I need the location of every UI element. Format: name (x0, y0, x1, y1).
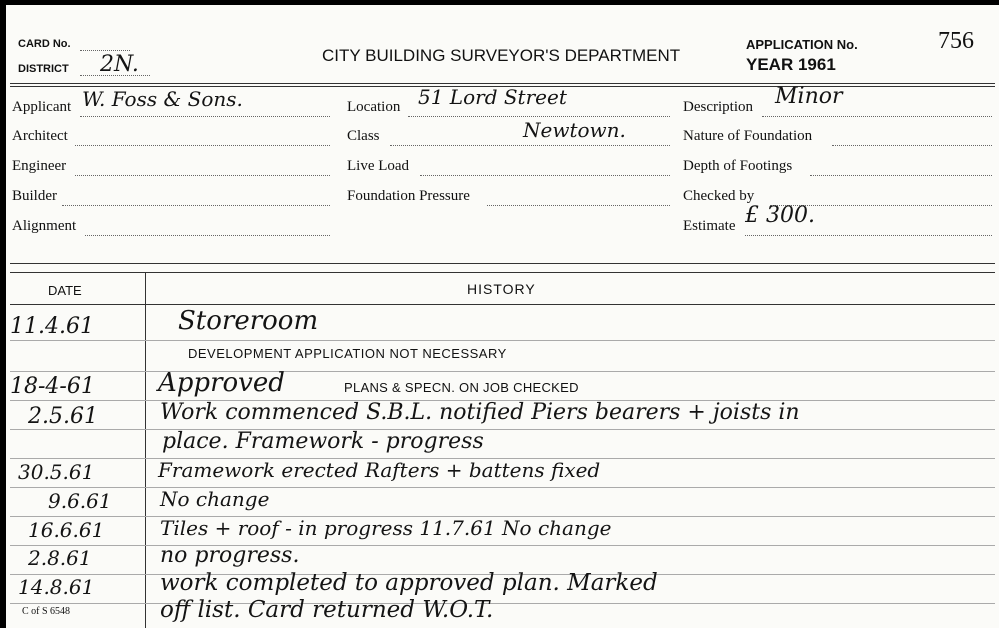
location-line (408, 116, 670, 117)
entry-date: 30.5.61 (18, 460, 95, 484)
builder-line (62, 205, 330, 206)
applicant-label: Applicant (12, 99, 72, 115)
form-code: C of S 6548 (22, 606, 71, 617)
description-line (762, 116, 992, 117)
entry-text: Framework erected Rafters + battens fixed (158, 458, 601, 482)
depth-footings-label: Depth of Footings (683, 158, 793, 174)
history-header-rule (10, 304, 995, 305)
live-load-line (420, 175, 670, 176)
foundation-pressure-line (487, 205, 670, 206)
year-label: YEAR 1961 (746, 55, 836, 74)
location-value: 51 Lord Street (418, 85, 567, 109)
entry-date: 2.5.61 (28, 404, 98, 429)
alignment-line (85, 235, 330, 236)
row-rule (10, 340, 995, 341)
live-load-label: Live Load (347, 158, 410, 174)
entry-date: 18-4-61 (10, 374, 95, 399)
entry-text: No change (160, 487, 270, 511)
history-top-rule (10, 272, 995, 273)
class-label: Class (347, 128, 380, 144)
date-column-header: DATE (48, 283, 82, 298)
description-value: Minor (775, 84, 843, 109)
entry-stamp: PLANS & SPECN. ON JOB CHECKED (344, 380, 579, 395)
entry-date: 9.6.61 (48, 489, 112, 513)
location-label: Location (347, 99, 401, 115)
entry-text: Work commenced S.B.L. notified Piers bearers + joists in (160, 400, 800, 425)
engineer-line (75, 175, 330, 176)
foundation-pressure-label: Foundation Pressure (347, 188, 470, 204)
entry-text: work completed to approved plan. Marked (160, 570, 658, 596)
architect-label: Architect (12, 128, 68, 144)
entry-text: Storeroom (178, 306, 319, 336)
estimate-label: Estimate (683, 218, 736, 234)
engineer-label: Engineer (12, 158, 67, 174)
applicant-value: W. Foss & Sons. (82, 87, 243, 111)
builder-label: Builder (12, 188, 57, 204)
depth-footings-line (810, 175, 992, 176)
checked-by-label: Checked by (683, 188, 755, 204)
class-line (390, 145, 670, 146)
description-label: Description (683, 99, 753, 115)
department-title: CITY BUILDING SURVEYOR'S DEPARTMENT (322, 46, 681, 65)
card-no-label: CARD No. (18, 38, 71, 50)
entry-text: no progress. (160, 543, 300, 568)
entry-stamp: DEVELOPMENT APPLICATION NOT NECESSARY (188, 346, 507, 361)
entry-date: 2.8.61 (28, 546, 92, 570)
class-value: Newtown. (523, 118, 626, 142)
alignment-label: Alignment (12, 218, 77, 234)
row-rule (10, 487, 995, 488)
row-rule (10, 545, 995, 546)
nature-foundation-line (832, 145, 992, 146)
history-column-header: HISTORY (467, 281, 536, 297)
fields-divider (10, 263, 995, 264)
entry-text: Approved (158, 368, 285, 398)
application-number: 756 (938, 28, 974, 54)
district-label: DISTRICT (18, 63, 69, 75)
estimate-line (745, 235, 992, 236)
card-no-line (80, 50, 130, 51)
scan-edge-left (0, 0, 6, 628)
entry-text: Tiles + roof - in progress 11.7.61 No change (160, 516, 612, 540)
architect-line (75, 145, 330, 146)
applicant-line (80, 116, 330, 117)
header-divider (10, 83, 995, 84)
nature-foundation-label: Nature of Foundation (683, 128, 813, 144)
entry-date: 11.4.61 (10, 314, 94, 339)
row-rule (10, 603, 995, 604)
estimate-value: £ 300. (745, 203, 815, 228)
entry-text: off list. Card returned W.O.T. (160, 597, 494, 623)
entry-date: 14.8.61 (18, 575, 95, 599)
application-label: APPLICATION No. (746, 37, 858, 52)
entry-text: place. Framework - progress (162, 429, 484, 454)
row-rule (10, 429, 995, 430)
scan-edge-top (0, 0, 999, 5)
entry-date: 16.6.61 (28, 518, 105, 542)
district-value: 2N. (100, 52, 139, 77)
